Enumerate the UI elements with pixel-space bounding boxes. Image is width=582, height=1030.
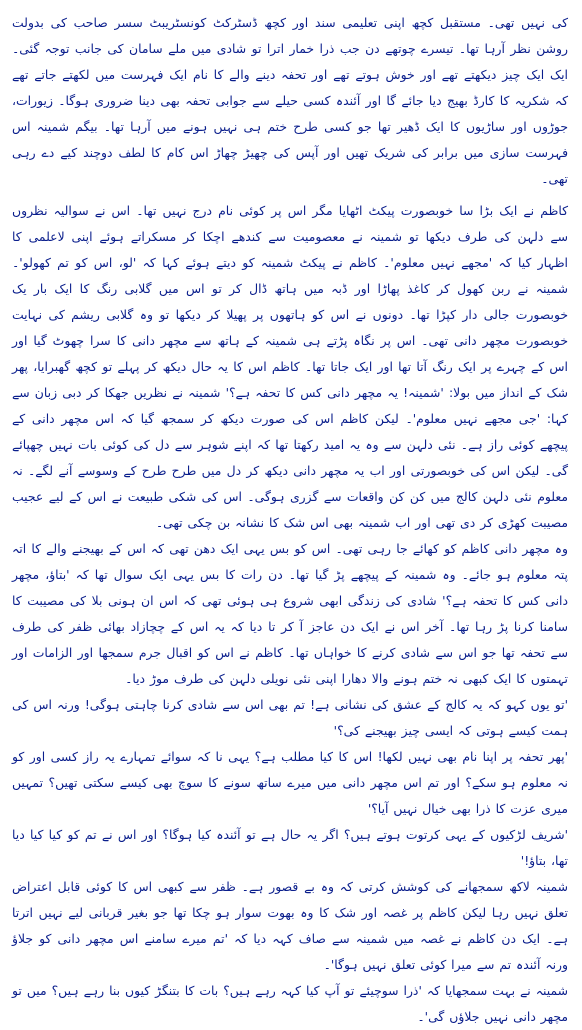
paragraph-3: وہ مچھر دانی کاظم کو کھائے جا رہی تھی۔ اس کو بس یہی ایک دھن تھی کہ اس کے بھیجنے والے کا اتہ پتہ معلوم ہو جائے۔ وہ شمینہ کے پیچھے پڑ گیا تھا۔ دن رات کا بس یہی ایک سوال تھا کہ 'بتاؤ، مچھر دانی کس کا تحفہ ہے؟' شادی کی زندگی ابھی شروع ہی ہوئی تھی کہ اس ان ہونی بلا کی مصیبت کا سامنا کرنا پڑ رہا تھا۔ آخر اس نے ایک دن عاجز آ کر تا دیا کہ یہ اس کے چچازاد بھائی ظفر کی طرف سے تحفہ تھا جو اس سے شادی کرنے کا خواہاں تھا۔ کاظم نے اس کو اقبال جرم سمجھا اور الزامات اور تہمتوں کا ایک کبھی نہ ختم ہونے والا دھارا اپنی نئی نویلی دلہن کی طرف موڑ دیا۔ bbox=[12, 541, 568, 686]
paragraph-1: کی نہیں تھی۔ مستقبل کچھ اپنی تعلیمی سند اور کچھ ڈسٹرکٹ کونسٹریبٹ سسر صاحب کی بدولت روشن نظر آرہا تھا۔ تیسرے چوتھے دن جب ذرا خمار اترا تو شادی میں ملے سامان کی جانب توجہ گئی۔ ایک ایک چیز دیکھتے تھے اور خوش ہوتے تھے اور تحفہ دینے والے کا نام ایک فہرست میں لکھتے جاتے تھے کہ شکریہ کا کارڈ بھیج دیا جائے گا اور آئندہ کسی حیلے سے جوابی تحفہ بھی دینا ضروری ہوگا۔ زیورات، جوڑوں اور ساڑیوں کا ایک ڈھیر تھا جو کسی طرح ختم ہی نہیں ہونے میں آرہا تھا۔ بیگم شمینہ اس فہرست سازی میں برابر کی شریک تھیں اور آپس کی چھیڑ چھاڑ اس کام کا لطف دوچند کیے دے رہی تھی۔ bbox=[12, 15, 568, 186]
paragraph-4: 'تو یوں کہو کہ یہ کالج کے عشق کی نشانی ہے! تم بھی اس سے شادی کرنا چاہتی ہوگی! ورنہ اس کی ہمت کیسے ہوتی کہ ایسی چیز بھیجنے کی؟' bbox=[12, 697, 568, 738]
paragraph-2: کاظم نے ایک بڑا سا خوبصورت پیکٹ اٹھایا مگر اس پر کوئی نام درج نہیں تھا۔ اس نے سوالیہ نظروں سے دلہن کی طرف دیکھا تو شمینہ نے معصومیت سے کندھے اچکا کر مسکراتے ہوئے اپنی لاعلمی کا اظہار کیا کہ 'مجھے نہیں معلوم'۔ کاظم نے پیکٹ شمینہ کو دیتے ہوئے کہا کہ 'لو، اس کو تم کھولو'۔ شمینہ نے ربن کھول کر کاغذ پھاڑا اور ڈبہ میں ہاتھ ڈال کر تو اس میں گلابی رنگ کا ایک بار یک خوبصورت جالی دار کپڑا تھا۔ دونوں نے اس کو ہاتھوں پر پھیلا کر دیکھا تو وہ گلابی ریشم کی نہایت خوبصورت مچھر دانی تھی۔ اس پر نگاہ پڑتے ہی شمینہ کے ہاتھ سے مچھر دانی کا سرا چھوٹ گیا اور اس کے چہرے پر ایک رنگ آتا تھا اور ایک جاتا تھا۔ کاظم اس کا یہ حال دیکھ کر پہلے تو کچھ گھبرایا، پھر شک کے انداز میں بولا: 'شمینہ! یہ مچھر دانی کس کا تحفہ ہے؟' شمینہ نے نظریں جھکا کر دبی زبان سے کہا: 'جی مجھے نہیں معلوم'۔ لیکن کاظم اس کی صورت دیکھ کر سمجھ گیا کہ اس مچھر دانی کے پیچھے کوئی راز ہے۔ نئی دلہن سے وہ یہ امید رکھتا تھا کہ اپنے شوہر سے دل کی کوئی بات نہیں چھپائے گی۔ لیکن اس کی خوبصورتی اور اب یہ مچھر دانی دیکھ کر دل میں طرح طرح کے وسوسے آنے لگے۔ نہ معلوم نئی دلہن کالج میں کن کن واقعات سے گزری ہوگی۔ اس کی شکی طبیعت نے اس کے لیے عجیب مصیبت کھڑی کر دی تھی اور اب شمینہ بھی اس شک کا نشانہ بن چکی تھی۔ bbox=[12, 203, 568, 530]
paragraph-5: 'پھر تحفہ پر اپنا نام بھی نہیں لکھا! اس کا کیا مطلب ہے؟ یہی نا کہ سوائے تمہارے یہ راز کسی اور کو نہ معلوم ہو سکے؟ اور تم اس مچھر دانی میں میرے ساتھ سونے کا سوچ بھی کیسے سکتی تھیں؟ تمہیں میری عزت کا ذرا بھی خیال نہیں آیا؟' bbox=[12, 749, 568, 816]
paragraph-7: شمینہ لاکھ سمجھانے کی کوشش کرتی کہ وہ بے قصور ہے۔ ظفر سے کبھی اس کا کوئی قابل اعتراض تعلق نہیں رہا لیکن کاظم پر غصہ اور شک کا وہ بھوت سوار ہو چکا تھا جو بغیر قربانی لیے نہیں اترتا ہے۔ ایک دن کاظم نے غصہ میں شمینہ سے صاف کہہ دیا کہ 'تم میرے سامنے اس مچھر دانی کو جلاؤ ورنہ آئندہ تم سے میرا کوئی تعلق نہیں ہوگا'۔ bbox=[12, 879, 568, 972]
paragraph-6: 'شریف لڑکیوں کے یہی کرتوت ہوتے ہیں؟ اگر یہ حال ہے تو آئندہ کیا ہوگا؟ اور اس نے تم کو کیا کیا دیا تھا، بتاؤ!' bbox=[12, 827, 568, 868]
paragraph-8: شمینہ نے بہت سمجھایا کہ 'ذرا سوچیئے تو آپ کیا کہہ رہے ہیں؟ بات کا بتنگڑ کیوں بنا رہے ہیں؟ میں تو مچھر دانی نہیں جلاؤں گی'۔ bbox=[12, 983, 568, 1024]
